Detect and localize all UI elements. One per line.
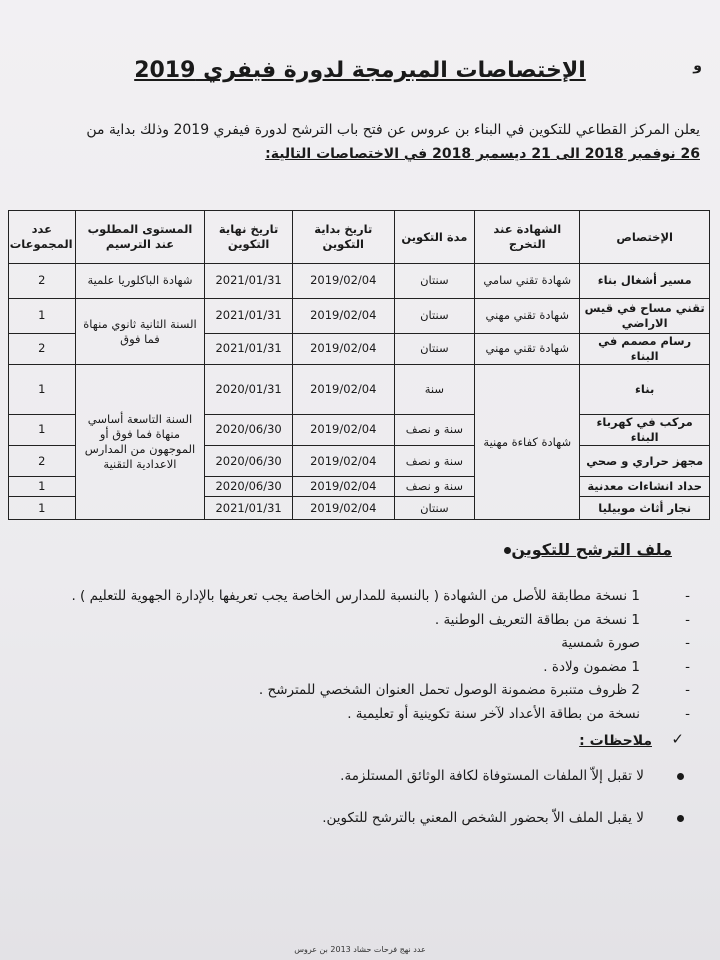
table-header-row	[9, 211, 710, 264]
list-item-text: 1 مضمون ولادة .	[543, 658, 640, 675]
cell-duration: سنة و نصف	[394, 414, 475, 446]
dash-icon: -	[685, 658, 690, 675]
cell-start: 2019/02/04	[292, 365, 394, 414]
cell-start: 2019/02/04	[292, 446, 394, 477]
dash-icon: -	[685, 611, 690, 628]
cell-duration: سنة	[394, 365, 475, 414]
cell-duration: سنة و نصف	[394, 446, 475, 477]
list-item	[40, 656, 690, 680]
cell-end: 2020/06/30	[205, 476, 293, 496]
table-row	[9, 298, 710, 333]
list-item-text: 2 ظروف متنبرة مضمونة الوصول تحمل العنوان الشخصي للمترشح .	[258, 682, 640, 698]
cell-end: 2021/01/31	[205, 497, 293, 520]
required-documents-list	[40, 585, 690, 726]
cell-end: 2021/01/31	[205, 264, 293, 299]
list-item	[40, 632, 690, 656]
list-item-text: صورة شمسية	[561, 635, 640, 651]
cell-groups: 2	[9, 446, 76, 477]
cell-groups: 2	[9, 264, 76, 299]
page-title: الإختصاصات المبرمجة لدورة فيفري 2019	[134, 58, 586, 83]
footer-text: عدد نهج فرحات حشاد 2013 بن عروس	[294, 945, 426, 954]
list-item-text: نسخة من بطاقة الأعداد لآخر سنة تكوينية أو تعليمية .	[347, 705, 640, 722]
cell-groups: 2	[9, 333, 76, 365]
cell-duration: سنتان	[394, 497, 475, 520]
cell-end: 2020/06/30	[205, 414, 293, 446]
notes-title: ملاحظات :	[579, 733, 652, 749]
cell-specialty: بناء	[580, 365, 710, 414]
list-item	[40, 762, 690, 790]
cell-start: 2019/02/04	[292, 476, 394, 496]
header-level: المستوى المطلوب عند الترسيم	[75, 211, 205, 264]
cell-specialty: نجار أثاث موبيليا	[580, 497, 710, 520]
dash-icon: -	[685, 705, 690, 722]
cell-end: 2021/01/31	[205, 333, 293, 365]
cell-groups: 1	[9, 298, 76, 333]
cell-start: 2019/02/04	[292, 497, 394, 520]
header-duration: مدة التكوين	[394, 211, 475, 264]
list-item	[40, 804, 690, 832]
cell-certificate: شهادة تقني سامي	[475, 264, 580, 299]
checkmark-icon: ✓	[671, 730, 684, 748]
cell-certificate: شهادة تقني مهني	[475, 298, 580, 333]
table-row	[9, 365, 710, 414]
cell-duration: سنتان	[394, 298, 475, 333]
intro-line-1: يعلن المركز القطاعي للتكوين في البناء بن عروس عن فتح باب الترشح لدورة فيفري 2019 وذلك بداية من	[86, 122, 700, 138]
cell-specialty: رسام مصمم في البناء	[580, 333, 710, 365]
intro-paragraph	[78, 118, 700, 166]
header-specialty: الإختصاص	[580, 211, 710, 264]
header-end: تاريخ نهاية التكوين	[205, 211, 293, 264]
cell-specialty: مركب في كهرباء البناء	[580, 414, 710, 446]
cell-groups: 1	[9, 476, 76, 496]
list-item-text: لا يقبل الملف الاّ بحضور الشخص المعني بالترشح للتكوين.	[322, 810, 644, 826]
notes-list	[40, 762, 690, 846]
cell-duration: سنتان	[394, 333, 475, 365]
cell-start: 2019/02/04	[292, 333, 394, 365]
cell-duration: سنتان	[394, 264, 475, 299]
list-item	[40, 585, 690, 609]
corner-mark: و	[693, 58, 702, 74]
header-groups: عدد المجموعات	[9, 211, 76, 264]
cell-start: 2019/02/04	[292, 414, 394, 446]
cell-specialty: مسير أشغال بناء	[580, 264, 710, 299]
specialties-table	[8, 210, 710, 520]
cell-groups: 1	[9, 414, 76, 446]
cell-specialty: مجهز حراري و صحي	[580, 446, 710, 477]
cell-end: 2020/01/31	[205, 365, 293, 414]
cell-end: 2020/06/30	[205, 446, 293, 477]
header-certificate: الشهادة عند التخرج	[475, 211, 580, 264]
cell-level: شهادة الباكلوريا علمية	[75, 264, 205, 299]
list-item	[40, 703, 690, 727]
list-item-text: 1 نسخة من بطاقة التعريف الوطنية .	[434, 611, 640, 628]
cell-start: 2019/02/04	[292, 264, 394, 299]
cell-level: السنة الثانية ثانوي منهاة فما فوق	[75, 298, 205, 365]
cell-level: السنة التاسعة أساسي منهاة فما فوق أو الموجهون من المدارس الاعدادية التقنية	[75, 365, 205, 520]
cell-certificate: شهادة كفاءة مهنية	[475, 365, 580, 520]
list-item-text: 1 نسخة مطابقة للأصل من الشهادة ( بالنسبة للمدارس الخاصة يجب تعريفها بالإدارة الجهوية للتعليم ) .	[71, 588, 640, 604]
bullet-icon	[677, 815, 684, 822]
list-item	[40, 679, 690, 703]
list-item	[40, 609, 690, 633]
intro-line-2: 26 نوفمبر 2018 الى 21 ديسمبر 2018 في الاختصاصات التالية:	[265, 146, 700, 162]
cell-specialty: تقني مساح في قيس الاراضي	[580, 298, 710, 333]
cell-certificate: شهادة تقني مهني	[475, 333, 580, 365]
list-item-text: لا تقبل إلاّ الملفات المستوفاة لكافة الوثائق المستلزمة.	[340, 768, 644, 784]
cell-duration: سنة و نصف	[394, 476, 475, 496]
bullet-icon	[677, 773, 684, 780]
dash-icon: -	[685, 682, 690, 698]
file-section-title-text: ملف الترشح للتكوين	[511, 540, 672, 559]
table-row	[9, 264, 710, 299]
dash-icon: -	[685, 588, 690, 604]
file-section-title	[490, 540, 672, 559]
cell-groups: 1	[9, 497, 76, 520]
header-start: تاريخ بداية التكوين	[292, 211, 394, 264]
cell-end: 2021/01/31	[205, 298, 293, 333]
cell-start: 2019/02/04	[292, 298, 394, 333]
cell-groups: 1	[9, 365, 76, 414]
cell-specialty: حداد انشاءات معدنية	[580, 476, 710, 496]
dash-icon: -	[685, 635, 690, 651]
